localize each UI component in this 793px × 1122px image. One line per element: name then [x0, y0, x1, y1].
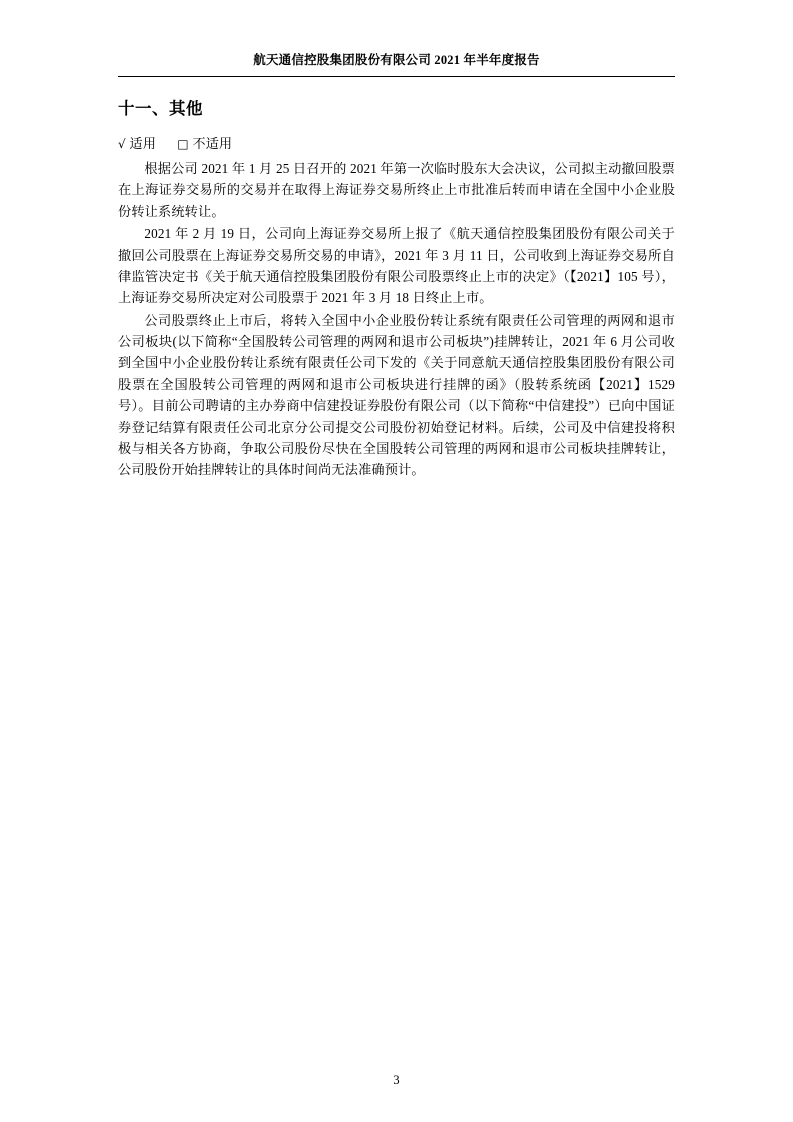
body-paragraph: 2021 年 2 月 19 日，公司向上海证券交易所上报了《航天通信控股集团股份有限公司关于撤回公司股票在上海证券交易所交易的申请》，2021 年 3 月 11 日，公司收到上海证券交易所自律监管决定书《关于航天通信控股集团股份有限公司股票终止上市的决定》（【2021】105 号），上海证券交易所决定对公司股票于 2021 年 3 月 18 日终止上市。: [118, 226, 675, 306]
header-divider: [118, 76, 675, 77]
checkbox-empty-icon[interactable]: □: [177, 137, 189, 151]
running-title: 航天通信控股集团股份有限公司 2021 年半年度报告: [253, 53, 540, 67]
applicability-line: [118, 133, 675, 152]
body-paragraph: 公司股票终止上市后，将转入全国中小企业股份转让系统有限责任公司管理的两网和退市公司板块(以下简称“全国股转公司管理的两网和退市公司板块”)挂牌转让，2021 年 6 月公司收到全国中小企业股份转让系统有限责任公司下发的《关于同意航天通信控股集团股份有限公司股票在全国股转公司管理的两网和退市公司板块进行挂牌的函》（股转系统函【2021】1529 号）。目前公司聘请的主办券商中信建投证券股份有限公司（以下简称“中信建投”）已向中国证券登记结算有限责任公司北京分公司提交公司股份初始登记材料。后续，公司及中信建投将积极与相关各方协商，争取公司股份尽快在全国股转公司管理的两网和退市公司板块挂牌转让，公司股份开始挂牌转让的具体时间尚无法准确预计。: [118, 312, 675, 478]
section-heading: 十一、其他: [118, 99, 203, 118]
page-number: 3: [393, 1073, 400, 1087]
not-applicable-label: 不适用: [192, 136, 233, 151]
body-paragraph: 根据公司 2021 年 1 月 25 日召开的 2021 年第一次临时股东大会决议，公司拟主动撤回股票在上海证券交易所的交易并在取得上海证券交易所终止上市批准后转而申请在全国中小企业股份转让系统转让。: [118, 161, 675, 219]
applicable-label: 适用: [129, 136, 157, 151]
page-content: [118, 95, 675, 482]
checkbox-checked-icon[interactable]: √: [118, 137, 126, 151]
page-footer: [0, 1071, 793, 1089]
page-header: [0, 50, 793, 69]
